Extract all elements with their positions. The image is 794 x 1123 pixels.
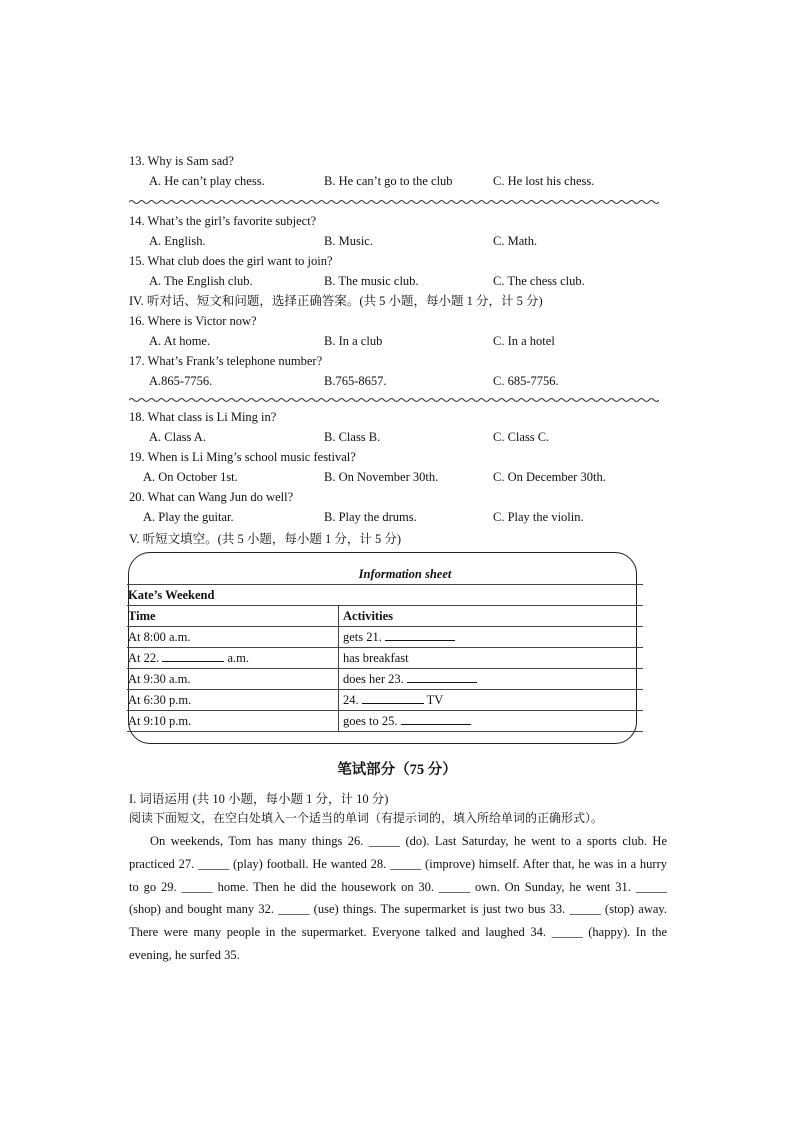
- option-18a: A. Class A.: [149, 430, 206, 444]
- option-16b: B. In a club: [324, 334, 383, 348]
- info-header-row: [127, 606, 643, 627]
- wavy-divider: [129, 199, 659, 205]
- option-17b: B.765-8657.: [324, 374, 387, 388]
- time-cell: [127, 627, 339, 648]
- time-cell: [127, 669, 339, 690]
- table-row: [127, 669, 643, 690]
- option-14c: C. Math.: [493, 234, 538, 248]
- activity-text: does her 23.: [343, 672, 407, 686]
- time-text: At 9:10 p.m.: [128, 713, 192, 728]
- activity-text: has breakfast: [343, 650, 409, 665]
- blank-23[interactable]: [407, 671, 477, 683]
- activity-cell: [339, 711, 644, 732]
- option-15a: A. The English club.: [149, 274, 253, 288]
- activity-cell: [339, 648, 644, 669]
- time-cell: [127, 711, 339, 732]
- question-20: 20. What can Wang Jun do well?: [129, 490, 294, 504]
- time-text: At 8:00 a.m.: [128, 629, 191, 644]
- option-15c: C. The chess club.: [493, 274, 585, 288]
- blank-21[interactable]: [385, 629, 455, 641]
- option-17c: C. 685-7756.: [493, 374, 559, 388]
- question-18: 18. What class is Li Ming in?: [129, 410, 277, 424]
- activity-suffix: TV: [423, 693, 444, 707]
- activity-cell: [339, 690, 644, 711]
- info-sheet-title: Information sheet: [127, 564, 643, 585]
- written-part-heading: 笔试部分（75 分）: [337, 762, 457, 778]
- time-cell: [127, 648, 339, 669]
- blank-22[interactable]: [162, 650, 224, 662]
- time-cell: [127, 690, 339, 711]
- info-sheet-subtitle: Kate’s Weekend: [127, 585, 643, 606]
- question-17: 17. What’s Frank’s telephone number?: [129, 354, 323, 368]
- option-17a: A.865-7756.: [149, 374, 213, 388]
- option-19c: C. On December 30th.: [493, 470, 606, 484]
- option-16c: C. In a hotel: [493, 334, 555, 348]
- option-13b: B. He can’t go to the club: [324, 174, 453, 188]
- info-sheet-table: [127, 564, 643, 732]
- option-14a: A. English.: [149, 234, 206, 248]
- time-text: At 9:30 a.m.: [128, 671, 191, 686]
- written-section-i-heading: I. 词语运用 (共 10 小题，每小题 1 分，计 10 分): [129, 792, 389, 806]
- option-20c: C. Play the violin.: [493, 510, 584, 524]
- option-18b: B. Class B.: [324, 430, 381, 444]
- time-suffix: a.m.: [224, 651, 250, 665]
- option-13a: A. He can’t play chess.: [149, 174, 265, 188]
- blank-25[interactable]: [401, 713, 471, 725]
- time-text: At 22.: [128, 651, 163, 665]
- question-13: 13. Why is Sam sad?: [129, 154, 234, 168]
- activity-cell: [339, 627, 644, 648]
- option-19a: A. On October 1st.: [143, 470, 238, 484]
- option-19b: B. On November 30th.: [324, 470, 439, 484]
- activity-text: goes to 25.: [343, 714, 401, 728]
- written-instructions: 阅读下面短文，在空白处填入一个适当的单词（有提示词的，填入所给单词的正确形式）。: [129, 811, 604, 825]
- cloze-passage: On weekends, Tom has many things 26. _____ (do). Last Saturday, he went to a sports club. He practiced 27. _____ (play) football. He wanted 28. _____ (improve) himself. After that, he was in a hurry to go 29. _____ home. Then he did the housework on 30. _____ own. On Sunday, he went 31. _____ (shop) and bought many 32. _____ (use) things. The supermarket is just two bus 33. _____ (stop) away. There were many people in the supermarket. Everyone talked and laughed 34. _____ (happy). In the evening, he surfed 35.: [129, 834, 667, 962]
- question-19: 19. When is Li Ming’s school music festival?: [129, 450, 356, 464]
- option-20b: B. Play the drums.: [324, 510, 417, 524]
- time-text: At 6:30 p.m.: [128, 692, 192, 707]
- table-row: [127, 627, 643, 648]
- blank-24[interactable]: [362, 692, 424, 704]
- info-title-row: [127, 564, 643, 585]
- section-iv-heading: IV. 听对话、短文和问题，选择正确答案。(共 5 小题，每小题 1 分，计 5 分): [129, 294, 543, 308]
- question-16: 16. Where is Victor now?: [129, 314, 257, 328]
- table-row: [127, 711, 643, 732]
- activity-text: gets 21.: [343, 630, 386, 644]
- section-v-heading: V. 听短文填空。(共 5 小题，每小题 1 分，计 5 分): [129, 532, 401, 546]
- option-20a: A. Play the guitar.: [143, 510, 234, 524]
- activity-cell: [339, 669, 644, 690]
- table-row: [127, 690, 643, 711]
- wavy-divider: [129, 397, 659, 403]
- option-14b: B. Music.: [324, 234, 373, 248]
- table-row: [127, 648, 643, 669]
- question-14: 14. What’s the girl’s favorite subject?: [129, 214, 317, 228]
- col-header-activities: Activities: [339, 606, 644, 627]
- option-13c: C. He lost his chess.: [493, 174, 595, 188]
- option-18c: C. Class C.: [493, 430, 550, 444]
- question-15: 15. What club does the girl want to join?: [129, 254, 333, 268]
- option-16a: A. At home.: [149, 334, 211, 348]
- activity-text: 24.: [343, 693, 362, 707]
- col-header-time: Time: [127, 606, 339, 627]
- option-15b: B. The music club.: [324, 274, 419, 288]
- info-subtitle-row: [127, 585, 643, 606]
